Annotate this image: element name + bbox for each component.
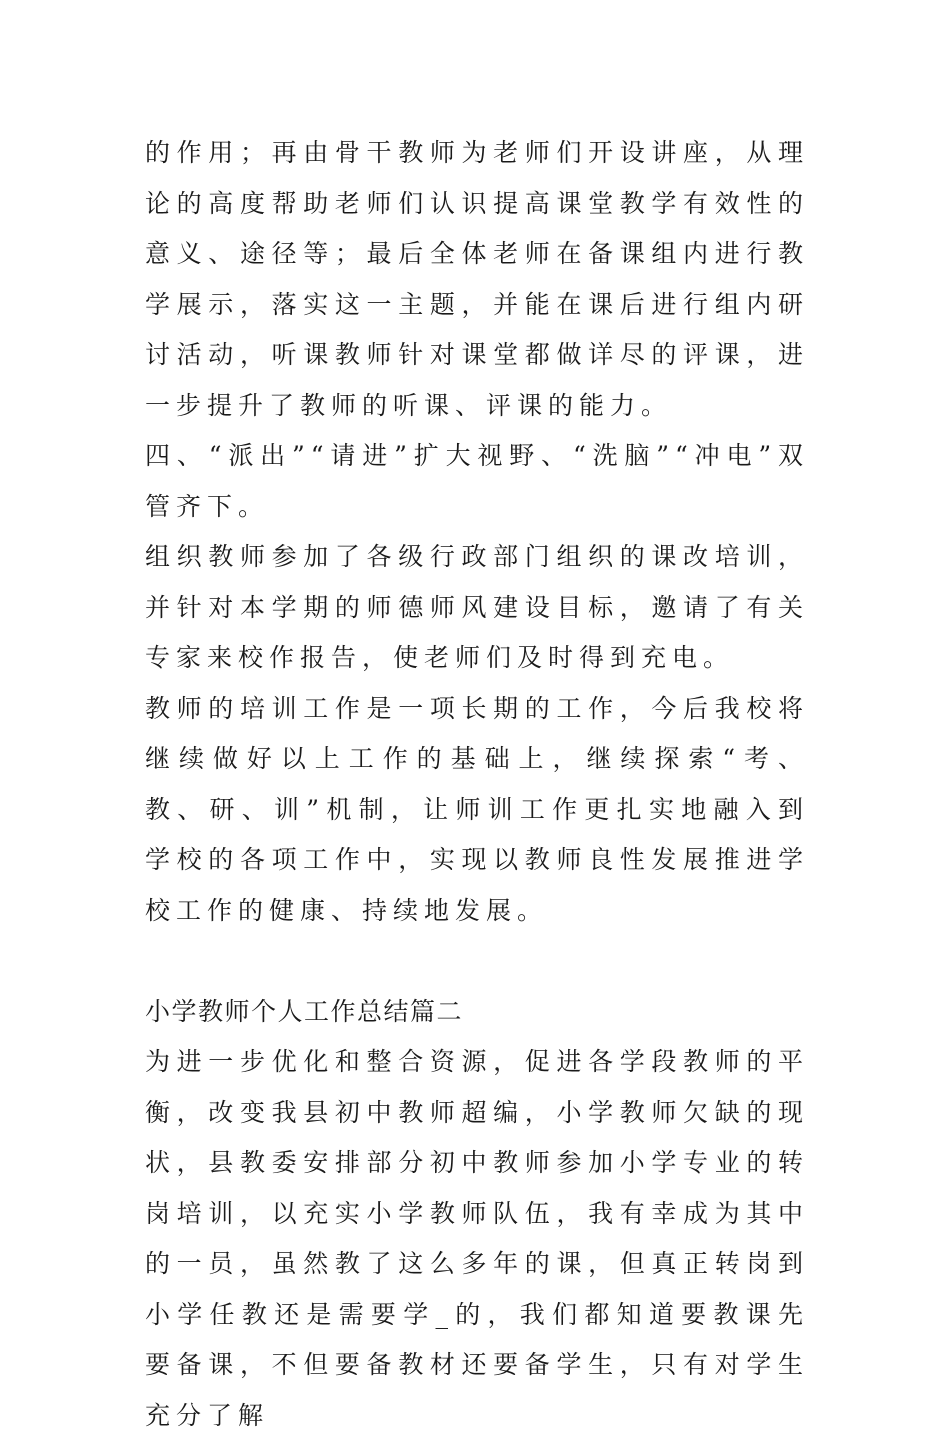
blank-line: [145, 936, 809, 987]
paragraph-training: 组织教师参加了各级行政部门组织的课改培训，并针对本学期的师德师风建设目标，邀请了有关专家来校作报告，使老师们及时得到充电。: [145, 542, 809, 672]
document-body: [145, 128, 809, 1441]
paragraph-conclusion: 教师的培训工作是一项长期的工作，今后我校将继续做好以上工作的基础上，继续探索“考、教、研、训”机制，让师训工作更扎实地融入到学校的各项工作中，实现以教师良性发展推进学校工作的健康、持续地发展。: [145, 693, 809, 925]
paragraph-teaching-activities: 的作用；再由骨干教师为老师们开设讲座，从理论的高度帮助老师们认识提高课堂教学有效性的意义、途径等；最后全体老师在备课组内进行教学展示，落实这一主题，并能在课后进行组内研讨活动，听课教师针对课堂都做详尽的评课，进一步提升了教师的听课、评课的能力。: [145, 138, 809, 420]
article-title-part-two: 小学教师个人工作总结篇二: [145, 996, 464, 1026]
paragraph-transfer-training: 为进一步优化和整合资源，促进各学段教师的平衡，改变我县初中教师超编，小学教师欠缺的现状，县教委安排部分初中教师参加小学专业的转岗培训，以充实小学教师队伍，我有幸成为其中的一员，虽然教了这么多年的课，但真正转岗到小学任教还是需要学_的，我们都知道要教课先要备课，不但要备教材还要备学生，只有对学生充分了解: [145, 1047, 809, 1430]
section-heading-four: 四、“派出”“请进”扩大视野、“洗脑”“冲电”双管齐下。: [145, 441, 809, 521]
